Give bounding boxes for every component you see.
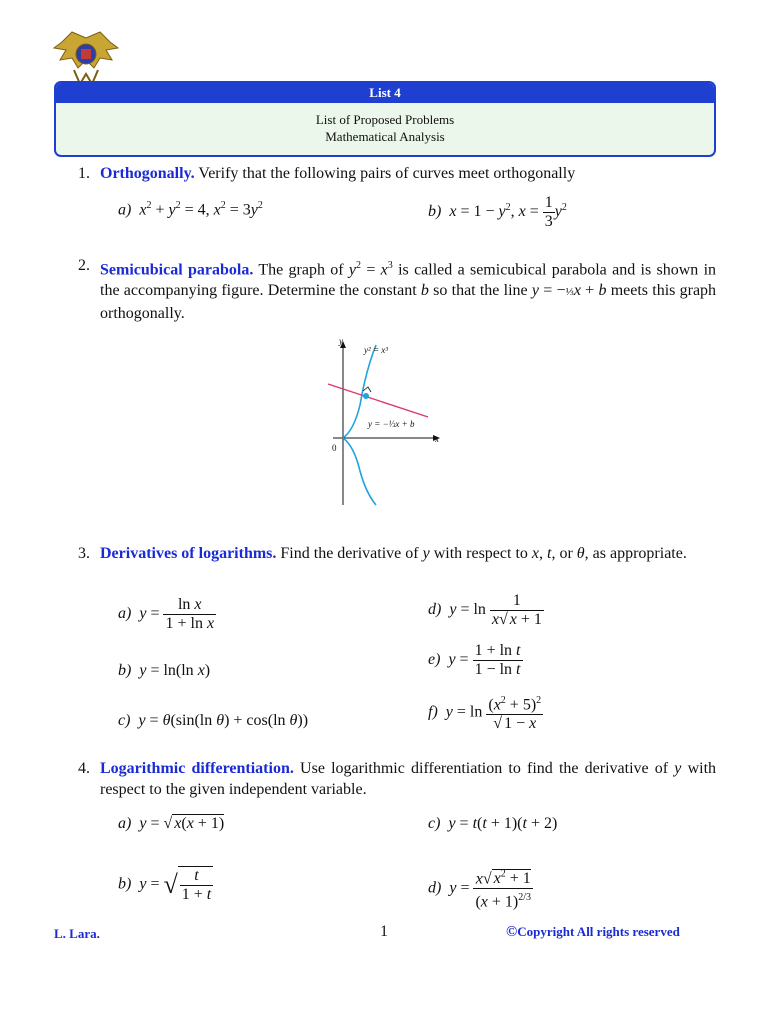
university-crest-logo — [52, 30, 120, 86]
problem-3-item-b: b) y = ln(ln x) — [118, 662, 211, 679]
problem-1-item-b: b) $x = 1 - y^2$, x = $\frac{1}{3}$ $y^2$ — [428, 194, 567, 230]
problem-3-item-a: a) y = $\frac{\text{ln x}}{\text{1 + ln x}}$ — [118, 596, 215, 632]
problem-4-item-d: d) y = $\frac{x√ x^2 + 1}{(x + 1)^{2/3}}$ — [428, 866, 533, 912]
problem-title: Derivatives of logarithms. — [100, 545, 277, 562]
x-axis-label: x — [435, 434, 439, 444]
y-axis-label: y — [339, 336, 343, 346]
problem-number: 4. — [78, 760, 90, 777]
list-title: List 4 — [56, 83, 714, 103]
problem-title: Logarithmic differentiation. — [100, 760, 294, 777]
right-angle-marker — [363, 387, 371, 392]
line-label: y = −⅓x + b — [368, 419, 415, 429]
problem-4-heading: 4. Logarithmic differentiation. Use logarithmic differentiation to find the derivative of y with respect to the given independent variable. — [78, 760, 717, 798]
problem-3-item-e: e) y = $\frac{\text{1 + ln t}}{\text{1 − ln t}}$ — [428, 642, 521, 678]
problem-3-item-c: c) y = θ(sin(ln θ) + cos(ln θ)) — [118, 712, 309, 729]
problem-3-item-f: f) y = ln $\frac{(x^2 + 5)^2}{√ 1 - x}$ — [428, 692, 543, 733]
problem-4-item-a: a) y = √ x(x + 1) — [118, 815, 225, 832]
problem-4-item-c: c) y = t(t + 1)(t + 2) — [428, 815, 558, 832]
problem-1-heading — [78, 163, 576, 184]
problem-title: Orthogonally. — [100, 165, 195, 182]
problem-2-heading: 2. Semicubical parabola. The graph of $y^2 = x^3$ is called a semicubical parabola and is shown in the accompanying figure. Determine the constant b so that the line y = −⅓x + b meets this graph orthogonally. — [78, 257, 717, 323]
list-subtitle: List of Proposed Problems — [315, 112, 455, 127]
problem-text: Verify that the following pairs of curves meet orthogonally — [198, 165, 576, 182]
lower-curve-branch — [343, 438, 376, 505]
problem-1-item-a: a) $x^2 + y^2 = 4$, $x^2 = 3y^2$ — [118, 200, 263, 219]
problem-3-item-d: d) y = ln $\frac{1}{x√ x + 1}$ — [428, 592, 542, 628]
problem-4-item-b: b) y = √ $\frac{t}{1 + t}$ — [118, 867, 212, 903]
problem-number: 3. — [78, 545, 90, 562]
curve-label: y² = x³ — [364, 345, 388, 355]
origin-label: 0 — [332, 443, 337, 453]
list-header-box — [54, 81, 716, 157]
semicubical-parabola-figure — [318, 335, 448, 510]
course-name: Mathematical Analysis — [325, 129, 445, 144]
copyright-icon: © — [506, 924, 518, 940]
problem-title: Semicubical parabola. — [100, 261, 254, 279]
page-number: 1 — [380, 923, 388, 940]
problem-number: 2. — [78, 257, 90, 274]
problem-3-heading: 3. Derivatives of logarithms. Find the derivative of y with respect to x, t, or θ, as appropriate. — [78, 545, 687, 562]
intersection-point — [363, 393, 369, 399]
problem-number: 1. — [78, 165, 90, 182]
footer-copyright: ©Copyright All rights reserved — [506, 924, 680, 940]
footer-author: L. Lara. — [54, 926, 100, 941]
